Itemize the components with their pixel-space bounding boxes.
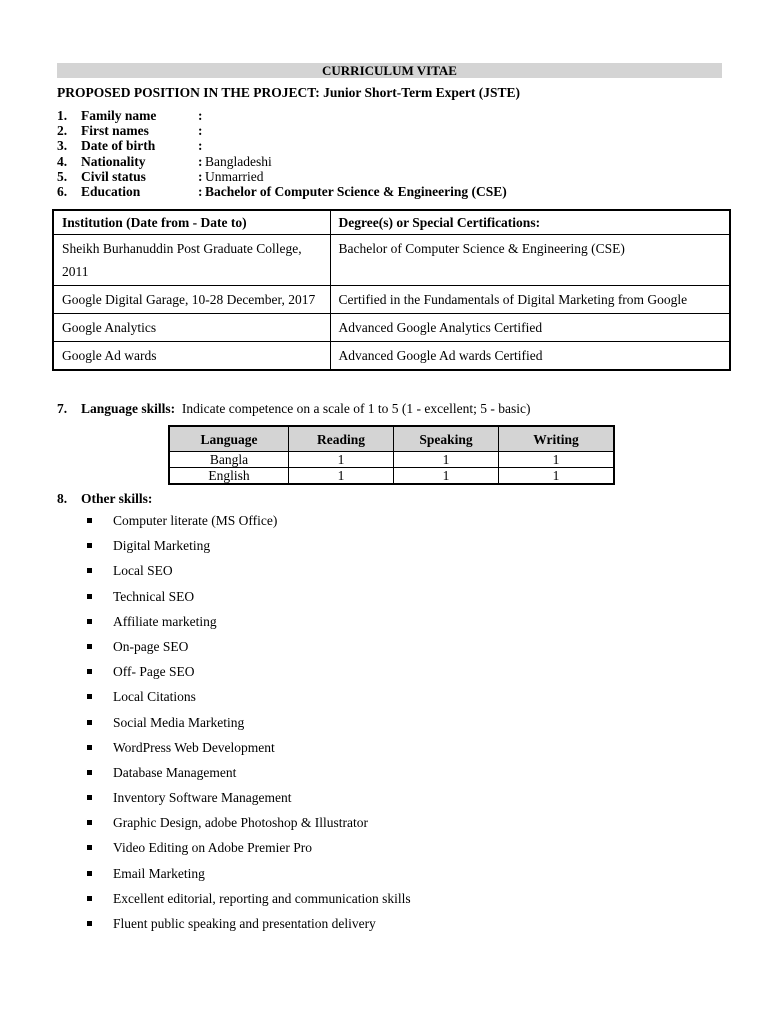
square-bullet-icon (87, 921, 92, 926)
list-item (85, 835, 411, 860)
degree-cell: Certified in the Fundamentals of Digital Marketing from Google (330, 286, 730, 314)
skill-label: Local Citations (113, 689, 196, 705)
table-row (53, 342, 730, 371)
column-header-writing: Writing (499, 426, 615, 452)
field-number: 2. (57, 123, 68, 138)
square-bullet-icon (87, 644, 92, 649)
field-colon: : (198, 108, 203, 123)
document-title: CURRICULUM VITAE (57, 63, 722, 78)
table-row (53, 314, 730, 342)
skill-label: Graphic Design, adobe Photoshop & Illustrator (113, 815, 368, 831)
institution-cell: Google Analytics (53, 314, 330, 342)
skill-label: On-page SEO (113, 638, 189, 654)
square-bullet-icon (87, 518, 92, 523)
list-item (85, 533, 411, 558)
section-instruction: Indicate competence on a scale of 1 to 5 (1 - excellent; 5 - basic) (181, 401, 531, 416)
field-colon: : (198, 169, 203, 184)
column-header-degree: Degree(s) or Special Certifications: (330, 210, 730, 235)
field-number: 4. (57, 154, 68, 169)
proposed-position: PROPOSED POSITION IN THE PROJECT: Junior Short-Term Expert (JSTE) (57, 85, 521, 100)
field-number: 3. (57, 138, 68, 153)
field-value: Bangladeshi (205, 154, 272, 169)
list-item (85, 785, 411, 810)
section-number: 7. (57, 401, 68, 416)
square-bullet-icon (87, 871, 92, 876)
field-value: Bachelor of Computer Science & Engineering (CSE) (205, 184, 507, 199)
list-item (85, 710, 411, 735)
field-number: 1. (57, 108, 68, 123)
skill-label: WordPress Web Development (113, 739, 275, 755)
square-bullet-icon (87, 594, 92, 599)
table-header-row (53, 210, 730, 235)
field-label: First names (81, 123, 149, 138)
square-bullet-icon (87, 543, 92, 548)
table-row (169, 452, 614, 468)
square-bullet-icon (87, 669, 92, 674)
square-bullet-icon (87, 720, 92, 725)
language-skills-heading (57, 401, 531, 417)
writing-cell: 1 (499, 452, 615, 468)
field-number: 6. (57, 184, 68, 199)
table-row (53, 235, 730, 286)
table-row (169, 468, 614, 485)
square-bullet-icon (87, 820, 92, 825)
skill-label: Local SEO (113, 563, 173, 579)
table-header-row (169, 426, 614, 452)
list-item (85, 684, 411, 709)
field-colon: : (198, 154, 203, 169)
list-item (85, 508, 411, 533)
list-item (85, 634, 411, 659)
degree-cell: Bachelor of Computer Science & Engineering (CSE) (330, 235, 730, 286)
skill-label: Fluent public speaking and presentation delivery (113, 916, 376, 931)
section-number: 8. (57, 491, 68, 506)
skill-label: Affiliate marketing (113, 613, 217, 629)
field-label: Nationality (81, 154, 146, 169)
skill-label: Computer literate (MS Office) (113, 513, 278, 528)
skill-label: Excellent editorial, reporting and communication skills (113, 890, 411, 906)
section-label: Other skills: (81, 491, 153, 506)
list-item (85, 558, 411, 583)
education-table (52, 209, 731, 371)
field-number: 5. (57, 169, 68, 184)
skill-label: Inventory Software Management (113, 790, 292, 806)
list-item (85, 609, 411, 634)
column-header-language: Language (169, 426, 289, 452)
reading-cell: 1 (289, 468, 394, 485)
field-colon: : (198, 138, 203, 153)
skills-list (85, 508, 411, 936)
square-bullet-icon (87, 694, 92, 699)
field-label: Date of birth (81, 138, 156, 153)
field-value: Unmarried (205, 169, 264, 184)
square-bullet-icon (87, 619, 92, 624)
writing-cell: 1 (499, 468, 615, 485)
list-item (85, 886, 411, 911)
column-header-speaking: Speaking (394, 426, 499, 452)
language-cell: Bangla (169, 452, 289, 468)
skill-label: Social Media Marketing (113, 714, 245, 730)
list-item (85, 911, 411, 936)
speaking-cell: 1 (394, 468, 499, 485)
square-bullet-icon (87, 845, 92, 850)
field-label: Education (81, 184, 141, 199)
list-item (85, 735, 411, 760)
square-bullet-icon (87, 745, 92, 750)
skill-label: Technical SEO (113, 588, 195, 604)
institution-cell: Google Digital Garage, 10-28 December, 2017 (53, 286, 330, 314)
institution-cell: Google Ad wards (53, 342, 330, 371)
list-item (85, 659, 411, 684)
square-bullet-icon (87, 770, 92, 775)
institution-cell: Sheikh Burhanuddin Post Graduate College, 2011 (53, 235, 330, 286)
field-label: Civil status (81, 169, 146, 184)
section-label: Language skills: (81, 401, 176, 416)
other-skills-heading (57, 491, 152, 507)
table-row (53, 286, 730, 314)
skill-label: Video Editing on Adobe Premier Pro (113, 840, 313, 856)
square-bullet-icon (87, 568, 92, 573)
speaking-cell: 1 (394, 452, 499, 468)
language-table (168, 425, 615, 485)
square-bullet-icon (87, 896, 92, 901)
degree-cell: Advanced Google Analytics Certified (330, 314, 730, 342)
skill-label: Off- Page SEO (113, 664, 195, 680)
list-item (85, 810, 411, 835)
list-item (85, 760, 411, 785)
degree-cell: Advanced Google Ad wards Certified (330, 342, 730, 371)
reading-cell: 1 (289, 452, 394, 468)
column-header-institution: Institution (Date from - Date to) (53, 210, 330, 235)
field-label: Family name (81, 108, 157, 123)
square-bullet-icon (87, 795, 92, 800)
language-cell: English (169, 468, 289, 485)
skill-label: Database Management (113, 764, 237, 780)
column-header-reading: Reading (289, 426, 394, 452)
list-item (85, 861, 411, 886)
skill-label: Digital Marketing (113, 538, 211, 554)
skill-label: Email Marketing (113, 865, 205, 881)
list-item (85, 584, 411, 609)
field-colon: : (198, 123, 203, 138)
field-colon: : (198, 184, 203, 199)
